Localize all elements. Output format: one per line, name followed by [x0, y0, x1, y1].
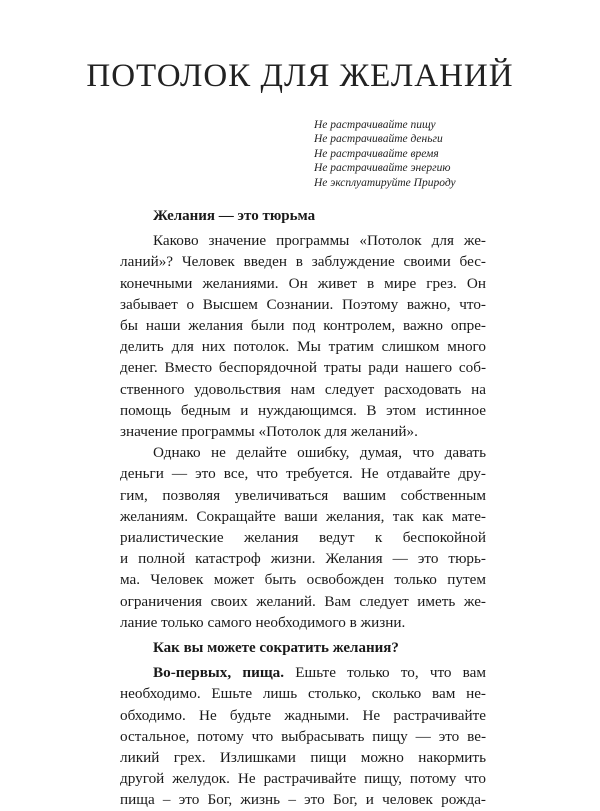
text-line: ланий»? Человек введен в заблуждение своими бес- — [120, 253, 486, 271]
text-line: ма. Человек может быть освобожден только путем — [120, 571, 486, 589]
text-line: бы наши желания были под контролем, важно опре- — [120, 317, 486, 335]
text-line: и полной катастроф жизни. Желания — это тюрь- — [120, 550, 486, 568]
text-line: деньги — это все, что требуется. Не отдавайте дру- — [120, 465, 486, 483]
epigraph — [314, 118, 456, 190]
text-line: делить для них потолок. Мы тратим слишком много — [120, 338, 486, 356]
text-line: Однако не делайте ошибку, думая, что давать — [153, 444, 486, 462]
text-line: пища – это Бог, жизнь – это Бог, и человек рожда- — [120, 791, 486, 809]
epigraph-line: Не растрачивайте пищу — [314, 119, 436, 131]
text-line: ликий грех. Излишками пищи можно накормить — [120, 749, 486, 767]
text-line — [120, 662, 486, 683]
paragraph — [120, 662, 486, 810]
text-line: обходимо. Не будьте жадными. Не растрачивайте — [120, 706, 486, 724]
epigraph-line: Не растрачивайте энергию — [314, 162, 451, 175]
lead-phrase: Во-первых, пища. — [153, 664, 285, 682]
text-line: значение программы «Потолок для желаний». — [120, 423, 418, 441]
page-title: ПОТОЛОК ДЛЯ ЖЕЛАНИЙ — [86, 58, 514, 94]
paragraph — [120, 442, 486, 633]
text-line: конечными желаниями. Он живет в мире грез. Он — [120, 274, 486, 292]
section-heading: Как вы можете сократить желания? — [153, 640, 399, 657]
epigraph-line: Не эксплуатируйте Природу — [314, 176, 456, 189]
text-line: риалистические желания ведут к беспокойной — [120, 529, 486, 547]
text-line: остальное, потому что выбрасывать пищу — это ве- — [120, 727, 486, 745]
text-line: помощь бедным и нуждающимся. В этом истинное — [120, 401, 486, 419]
text-line: денег. Вместо беспорядочной траты ради нашего соб- — [120, 359, 486, 377]
text-line: забывает о Высшем Сознании. Поэтому важно, что- — [120, 295, 486, 313]
text-line: Каково значение программы «Потолок для же- — [153, 232, 486, 250]
text-line: лание только самого необходимого в жизни. — [120, 613, 406, 631]
text-fragment: Ешьте только то, что вам — [284, 664, 486, 682]
paragraph — [120, 230, 486, 442]
text-line: другой желудок. Не растрачивайте пищу, потому что — [120, 770, 486, 788]
text-line: желаниям. Сокращайте ваши желания, так как мате- — [120, 507, 486, 525]
section-heading: Желания — это тюрьма — [153, 208, 316, 224]
text-line: необходимо. Ешьте лишь столько, сколько вам не- — [120, 685, 486, 703]
text-line: ограничения своих желаний. Вам следует иметь же- — [120, 592, 486, 610]
epigraph-line: Не растрачивайте время — [314, 147, 439, 160]
body-text — [120, 206, 486, 811]
text-line: ственного удовольствия нам следует расходовать на — [120, 380, 486, 398]
text-line: гим, позволяя увеличиваться вашим собственным — [120, 486, 486, 504]
epigraph-line: Не растрачивайте деньги — [314, 133, 443, 146]
